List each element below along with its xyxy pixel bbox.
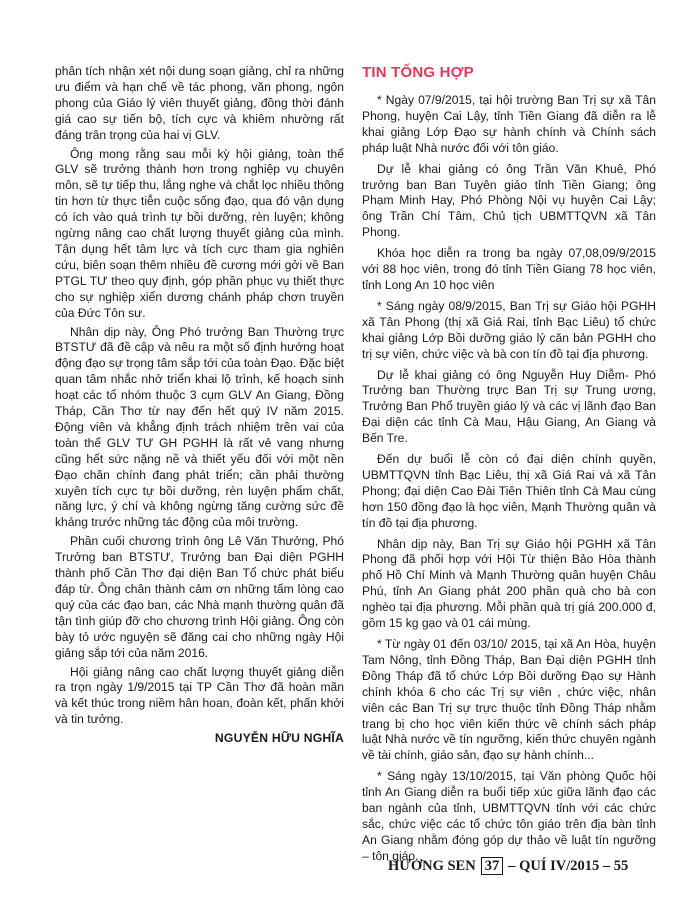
news-paragraph-5: Dự lễ khai giảng có ông Nguyễn Huy Diễm- Phó Trưởng ban Thường trực Ban Trị sự Trung ương, Trưởng Ban Phổ truyền giáo lý và các vị lãnh đạo Ban Đại diện các tỉnh Cà Mau, Hậu Giang, An Giang và Bến Tre. — [362, 367, 656, 446]
left-paragraph-5: Hội giảng nâng cao chất lượng thuyết giảng diễn ra trọn ngày 1/9/2015 tại TP Cần Thơ đã hoàn mãn và kết thúc trong niềm hân hoan, đoàn kết, phấn khởi và tin tưởng. — [55, 664, 344, 727]
right-column — [362, 64, 656, 870]
left-paragraph-2: Ông mong rằng sau mỗi kỳ hội giảng, toàn thể GLV sẽ trưởng thành hơn trong nghiệp vụ chuyên môn, sẽ tự tiếp thu, lắng nghe và chắt lọc nhiều thông tin hơn từ thực tiễn cuộc sống đạo, qua đó vận dụng có ích vào quá trình tự bồi dưỡng, rèn luyện; không ngừng nâng cao chất lượng thuyết giảng của mình. Tận dụng hết tâm lực và tích cực tham gia nghiên cứu, biên soạn thêm nhiều đề cương mới gởi về Ban PTGL TƯ theo quy định, góp phần phục vụ thiết thực cho sự nghiệp xiển dương chánh pháp chơn truyền của Đức Tôn sư. — [55, 146, 344, 320]
left-paragraph-4: Phần cuối chương trình ông Lê Văn Thưởng, Phó Trưởng ban BTSTƯ, Trưởng ban Đại diện PGHH thành phố Cần Thơ đại diện Ban Tổ chức phát biểu đáp từ. Ông chân thành cảm ơn những tấm lòng cao quý của các đạo ban, các Nhà mạnh thường quân đã tận tình giúp đỡ cho chương trình Hội giảng. Ông còn bày tỏ ước nguyện sẽ đăng cai cho những ngày Hội giảng sắp tới của năm 2016. — [55, 534, 344, 660]
news-paragraph-6: Đến dự buổi lễ còn có đại diện chính quyền, UBMTTQVN tỉnh Bạc Liêu, thị xã Giá Rai và xã Tân Phong; đại diện Cao Đài Tiên Thiên tỉnh Cà Mau cùng hơn 150 đồng đạo là học viên, Mạnh Thường quân và tín đồ tại địa phương. — [362, 452, 656, 530]
left-paragraph-3: Nhân dịp này, Ông Phó trưởng Ban Thường trực BTSTƯ đã đề cập và nêu ra một số định hướng hoạt động đạo sự trọng tâm sắp tới của toàn Đạo. Đặc biệt quan tâm nhắc nhở triển khai lộ trình, kế hoạch sinh hoạt các tổ nhóm thuộc 3 cụm GLV An Giang, Đồng Tháp, Cần Thơ từ nay đến hết quý IV năm 2015. Động viên và khẳng định trách nhiệm trên vai của toàn thể GLV TƯ GH PGHH là rất vẻ vang nhưng cũng hết sức nặng nề và thiết yếu đối với một nền Đạo chân chính đang phát triển; cần phải thường xuyên tích cực tự bồi dưỡng, rèn luyện phẩm chất, năng lực, ý chí và không ngừng tăng cường sức đề kháng trước những tác động của môi trường. — [55, 324, 344, 530]
article-author: NGUYỄN HỮU NGHĨA — [214, 731, 344, 746]
issue-quarter: QUÍ IV/2015 — [519, 857, 600, 874]
issue-number: 37 — [481, 857, 504, 875]
page-footer — [388, 855, 660, 877]
news-paragraph-8: * Từ ngày 01 đến 03/10/ 2015, tại xã An Hòa, huyện Tam Nông, tỉnh Đồng Tháp, Ban Đại diện PGHH tỉnh Đồng Tháp đã tổ chức Lớp Bồi dưỡng Đạo sự Hành chính khóa 6 cho các Trị sự viên , chức việc, nhân viên các Ban Trị sự trực thuộc tỉnh Đồng Tháp nhằm trang bị cho học viên kiến thức về chính sách pháp luật Nhà nước về tín ngưỡng, kiến thức chuyên ngành về tài chính, giáo sản, đạo sự hành chính... — [362, 637, 656, 763]
news-paragraph-3: Khóa học diễn ra trong ba ngày 07,08,09/9/2015 với 88 học viên, trong đó tỉnh Tiền Giang 78 học viên, tỉnh Long An 10 học viên — [362, 246, 656, 292]
left-paragraph-1: phân tích nhận xét nội dung soạn giảng, chỉ ra những ưu điểm và hạn chế về tác phong, văn phong, ngôn phong của Giáo lý viên thuyết giảng, đồng thời đánh giá cao sự tiến bộ, tích cực và khiêm nhường rất đáng trân trọng của hai vị GLV. — [55, 64, 344, 142]
section-heading: TIN TỔNG HỢP — [362, 64, 474, 81]
news-paragraph-2: Dự lễ khai giảng có ông Trần Văn Khuê, Phó trưởng ban Ban Tuyên giáo tỉnh Tiền Giang; ông Phạm Minh Hay, Phó Phòng Nội vụ huyện Cai Lậy; ông Trần Chí Tâm, Chủ tịch UBMTTQVN xã Tân Phong. — [362, 161, 656, 240]
news-paragraph-4: * Sáng ngày 08/9/2015, Ban Trị sự Giáo hội PGHH xã Tân Phong (thị xã Giá Rai, tỉnh Bạc Liêu) tổ chức khai giảng Lớp Bồi dưỡng giáo lý căn bản PGHH cho trị sự viên, chức việc và bà con tín đồ tại địa phương. — [362, 298, 656, 361]
left-column — [55, 64, 344, 745]
magazine-name: HƯƠNG SEN — [388, 857, 476, 874]
page-number: – 55 — [602, 857, 629, 874]
news-paragraph-9: * Sáng ngày 13/10/2015, tại Văn phòng Quốc hội tỉnh An Giang diễn ra buổi tiếp xúc giữa lãnh đạo các ban ngành của tỉnh, UBMTTQVN tỉnh với các chức sắc, chức việc các tổ chức tôn giáo trên địa bàn tỉnh An Giang nhằm đóng góp dự thảo về luật tín ngưỡng – tôn giáo. — [362, 769, 656, 863]
news-paragraph-1: * Ngày 07/9/2015, tại hội trường Ban Trị sự xã Tân Phong, huyện Cai Lậy, tỉnh Tiền Giang đã diễn ra lễ khai giảng Lớp Đạo sự hành chính và Chính sách pháp luật Nhà nước đối với tôn giáo. — [362, 93, 656, 155]
news-paragraph-7: Nhân dịp này, Ban Trị sự Giáo hội PGHH xã Tân Phong đã phối hợp với Hội Từ thiện Bảo Hòa thành phố Hồ Chí Minh và Mạnh Thường quân huyện Châu Phú, tỉnh An Giang phát 200 phần quà cho bà con nghèo tại địa phương. Mỗi phần quà trị giá 200.000 đ, gồm 15 kg gạo và 01 cái mùng. — [362, 536, 656, 631]
footer-separator: – — [508, 857, 516, 874]
